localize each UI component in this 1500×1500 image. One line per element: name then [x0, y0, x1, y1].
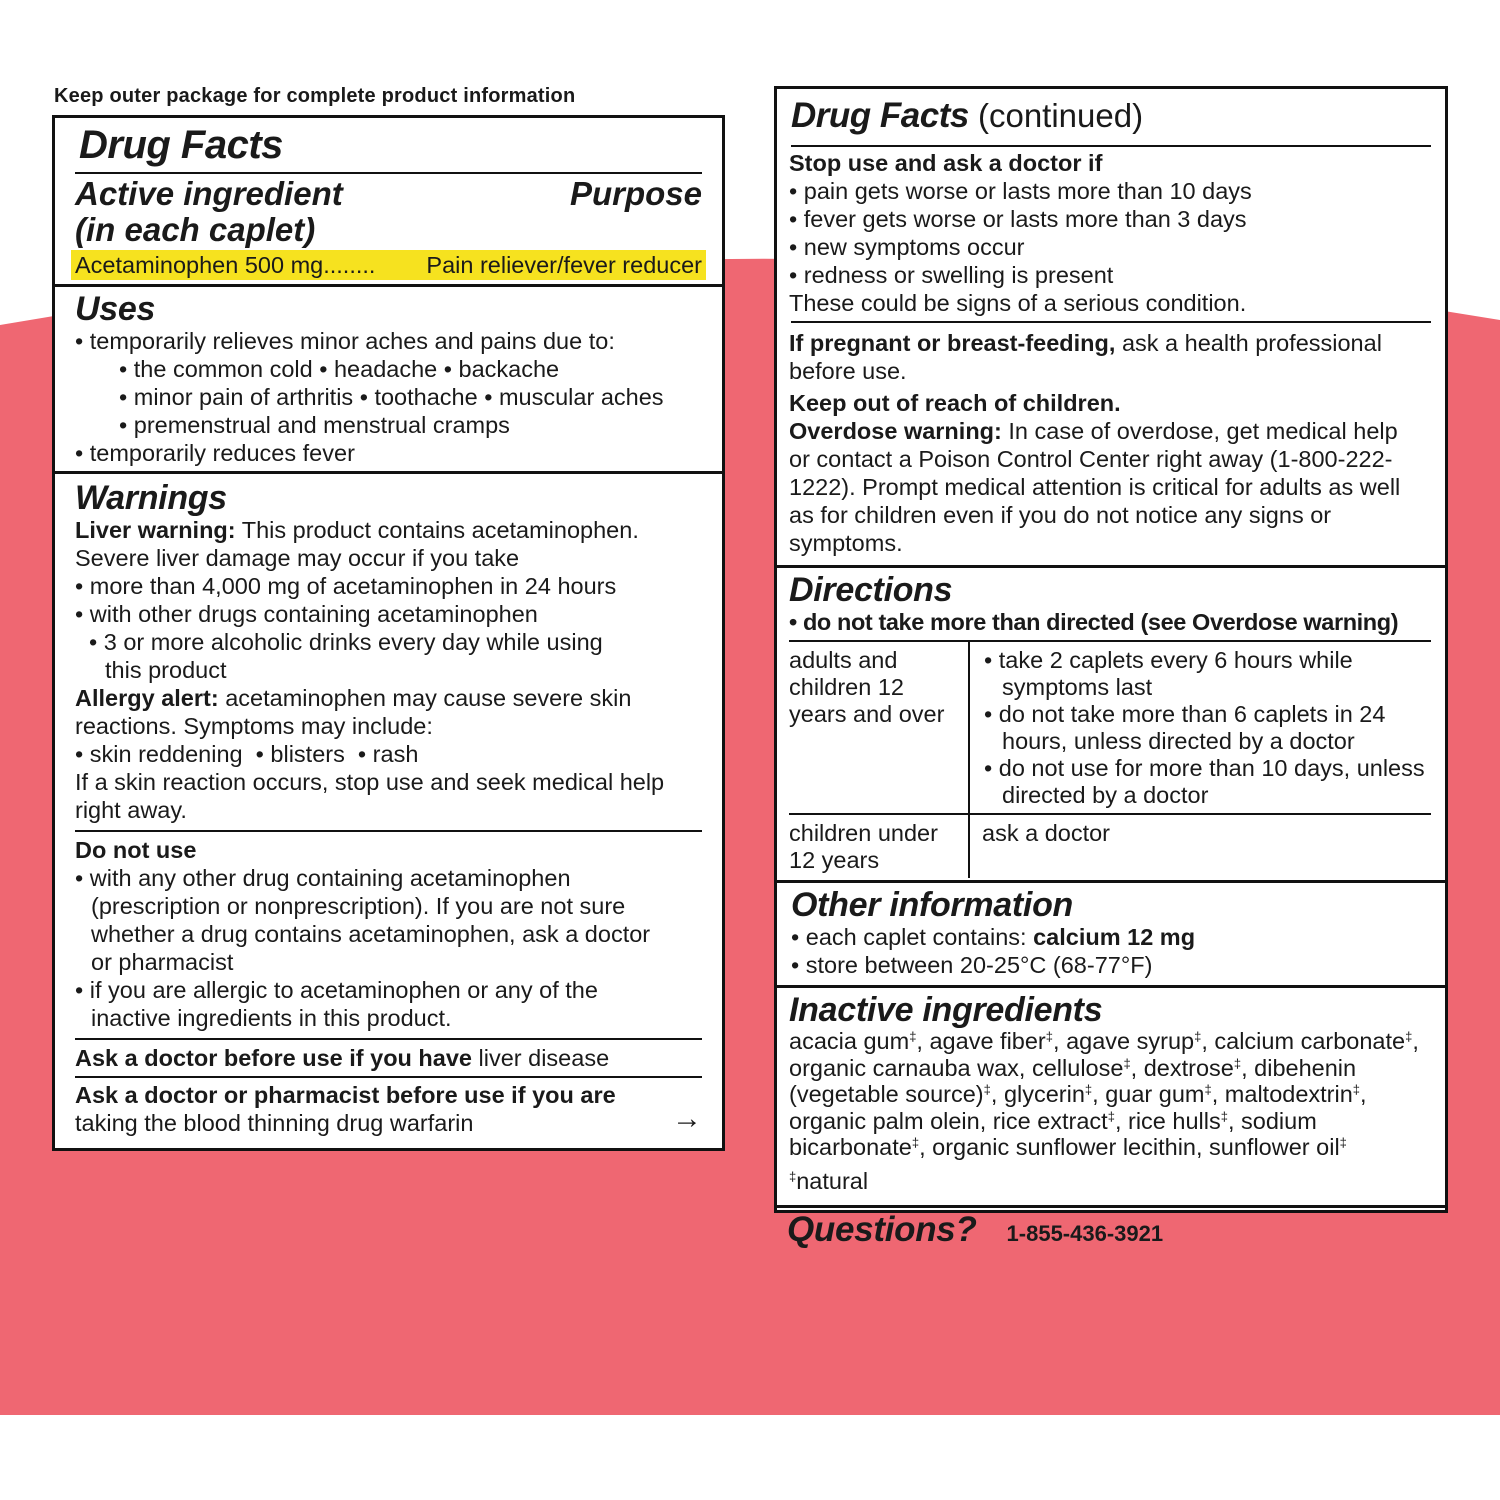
- inactive-ingredient: sunflower oil: [1209, 1134, 1340, 1160]
- inactive-ingredient: dextrose: [1143, 1054, 1234, 1081]
- dosage-item: • do not take more than 6 caplets in 24 hours, unless directed by a doctor: [984, 701, 1386, 754]
- natural-mark: ‡: [1045, 1029, 1053, 1044]
- other-info-item: • each caplet contains: calcium 12 mg: [791, 924, 1196, 950]
- active-ingredient-heading: Active ingredient: [75, 175, 343, 212]
- do-not-use-item: • with any other drug containing acetaminophen (prescription or nonprescription). If you are not sure whether a drug contains acetaminophen, ask a doctor or pharmacist: [75, 865, 651, 975]
- package-note: Keep outer package for complete product information: [54, 85, 576, 107]
- natural-mark: ‡: [1220, 1108, 1228, 1124]
- uses-item: • premenstrual and menstrual cramps: [119, 412, 510, 438]
- liver-warning-label: Liver warning:: [75, 517, 236, 543]
- liver-item: • more than 4,000 mg of acetaminophen in 24 hours: [75, 573, 617, 599]
- inactive-ingredient: organic sunflower lecithin: [932, 1134, 1196, 1160]
- other-information-heading: Other information: [791, 886, 1074, 924]
- questions-phone: 1-855-436-3921: [1006, 1220, 1164, 1246]
- uses-heading: Uses: [75, 290, 156, 328]
- questions-heading: Questions?: [787, 1209, 977, 1249]
- ask-pharmacist-label: Ask a doctor or pharmacist before use if you are: [75, 1082, 616, 1108]
- natural-mark: ‡: [911, 1135, 920, 1150]
- natural-mark: ‡: [1194, 1029, 1202, 1044]
- drug-facts-title: Drug Facts: [79, 123, 283, 167]
- do-not-use-item: • if you are allergic to acetaminophen or any of the inactive ingredients in this product.: [75, 977, 598, 1031]
- other-info-item: • store between 20-25°C (68-77°F): [791, 952, 1153, 978]
- natural-mark: ‡: [1123, 1055, 1131, 1071]
- natural-mark: ‡: [1084, 1082, 1093, 1097]
- stop-use-item: • pain gets worse or lasts more than 10 days: [789, 178, 1252, 204]
- dosage-item: • do not use for more than 10 days, unless directed by a doctor: [984, 755, 1425, 808]
- directions-subheading: • do not take more than directed (see Overdose warning): [789, 609, 1399, 635]
- allergy-alert-label: Allergy alert:: [75, 685, 219, 711]
- inactive-ingredient: maltodextrin: [1224, 1081, 1353, 1107]
- stop-use-heading: Stop use and ask a doctor if: [789, 150, 1103, 176]
- stop-use-item: • redness or swelling is present: [789, 262, 1114, 288]
- directions-table: [789, 642, 1431, 878]
- natural-mark: ‡: [983, 1082, 991, 1097]
- active-ingredient-header: [75, 176, 702, 248]
- natural-mark: ‡: [1405, 1029, 1413, 1044]
- active-ingredient-value: Acetaminophen 500 mg........: [75, 252, 376, 278]
- purpose-value: Pain reliever/fever reducer: [426, 252, 702, 278]
- do-not-use-section: [55, 832, 722, 1032]
- dosage-item: • take 2 caplets every 6 hours while symptoms last: [984, 647, 1353, 700]
- directions-row: [789, 814, 1431, 878]
- directions-section: [777, 568, 1445, 636]
- dosage-group: children under 12 years: [789, 814, 969, 878]
- inactive-ingredient: organic carnauba wax: [789, 1054, 1019, 1081]
- liver-warning: Liver warning: This product contains acetaminophen. Severe liver damage may occur if you take: [75, 517, 639, 571]
- natural-mark: ‡: [1233, 1055, 1242, 1071]
- inactive-ingredient: agave fiber: [929, 1028, 1046, 1054]
- warnings-heading: Warnings: [75, 479, 227, 517]
- allergy-alert: Allergy alert: acetaminophen may cause severe skin reactions. Symptoms may include:: [75, 685, 632, 739]
- allergy-after: If a skin reaction occurs, stop use and seek medical help right away.: [75, 769, 665, 823]
- inactive-ingredient: calcium carbonate: [1214, 1028, 1406, 1054]
- stop-use-item: • new symptoms occur: [789, 234, 1025, 260]
- drug-facts-panel-right: [774, 86, 1448, 1249]
- stop-use-item: • fever gets worse or lasts more than 3 days: [789, 206, 1247, 232]
- inactive-ingredient: sodium bicarbonate: [789, 1107, 1317, 1160]
- allergy-symptoms: • skin reddening • blisters • rash: [75, 741, 419, 767]
- inactive-ingredients-heading: Inactive ingredients: [789, 991, 1103, 1029]
- inactive-ingredient: cellulose: [1031, 1054, 1124, 1081]
- inactive-ingredients-list: acacia gum‡, agave fiber‡, agave syrup‡, calcium carbonate‡, organic carnauba wax, cellulose‡, dextrose‡, dibehenin (vegetable source)‡, glycerin‡, guar gum‡, maltodextrin‡, organic palm olein, rice extract‡, rice hulls‡, sodium bicarbonate‡, organic sunflower lecithin, sunflower oil‡: [789, 1028, 1419, 1160]
- inactive-ingredients-section: [777, 988, 1445, 1201]
- uses-item: • temporarily relieves minor aches and pains due to:: [75, 328, 615, 354]
- other-information-section: [777, 883, 1445, 983]
- overdose-warning: Overdose warning: In case of overdose, get medical help or contact a Poison Control Center right away (1-800-222-1222). Prompt medical attention is critical for adults as well as for children even if you do not notice any signs or symptoms.: [789, 418, 1401, 556]
- drug-facts-continued-title: Drug Facts (continued): [791, 96, 1144, 135]
- continue-arrow-icon: →: [672, 1102, 702, 1135]
- uses-item: • temporarily reduces fever: [75, 440, 355, 466]
- directions-heading: Directions: [789, 571, 953, 609]
- inactive-ingredient: organic palm olein: [789, 1107, 980, 1134]
- do-not-use-heading: Do not use: [75, 837, 197, 863]
- inactive-ingredient: rice extract: [992, 1107, 1108, 1134]
- uses-item: • the common cold • headache • backache: [119, 356, 560, 382]
- questions-section: [777, 1208, 1445, 1250]
- ask-pharmacist-text: taking the blood thinning drug warfarin: [75, 1110, 474, 1136]
- inactive-ingredient: glycerin: [1003, 1081, 1085, 1107]
- pregnant-warning: If pregnant or breast-feeding, ask a health professional before use.: [789, 330, 1382, 384]
- natural-mark: ‡: [909, 1029, 917, 1044]
- warnings-section: [55, 474, 722, 824]
- drug-facts-panel-left: [52, 115, 725, 1151]
- liver-item: • 3 or more alcoholic drinks every day while using this product: [89, 629, 603, 683]
- dosage-group: adults and children 12 years and over: [789, 642, 969, 814]
- inactive-ingredient: agave syrup: [1066, 1028, 1195, 1054]
- dosage-item: ask a doctor: [982, 820, 1111, 846]
- inactive-ingredient: acacia gum: [789, 1028, 910, 1054]
- stop-use-section: [777, 147, 1445, 317]
- uses-item: • minor pain of arthritis • toothache • muscular aches: [119, 384, 664, 410]
- purpose-heading: Purpose: [569, 175, 702, 212]
- inactive-ingredient: guar gum: [1105, 1081, 1205, 1107]
- liver-item: • with other drugs containing acetaminophen: [75, 601, 538, 627]
- inactive-ingredient: rice hulls: [1128, 1107, 1221, 1134]
- inactive-ingredient: dibehenin (vegetable source): [789, 1054, 1357, 1107]
- inactive-footnote: ‡natural: [789, 1167, 869, 1194]
- natural-mark: ‡: [1339, 1135, 1347, 1150]
- natural-mark: ‡: [1204, 1082, 1212, 1097]
- ask-doctor: Ask a doctor before use if you have liver disease: [75, 1045, 610, 1071]
- natural-mark: ‡: [1107, 1108, 1115, 1124]
- natural-mark: ‡: [1352, 1082, 1361, 1097]
- uses-section: [55, 287, 722, 467]
- keep-out-of-reach: Keep out of reach of children.: [789, 390, 1121, 416]
- active-ingredient-subheading: (in each caplet): [75, 211, 316, 248]
- stop-use-after: These could be signs of a serious condition.: [789, 290, 1247, 316]
- active-ingredient-row: [71, 250, 706, 280]
- directions-row: [789, 642, 1431, 814]
